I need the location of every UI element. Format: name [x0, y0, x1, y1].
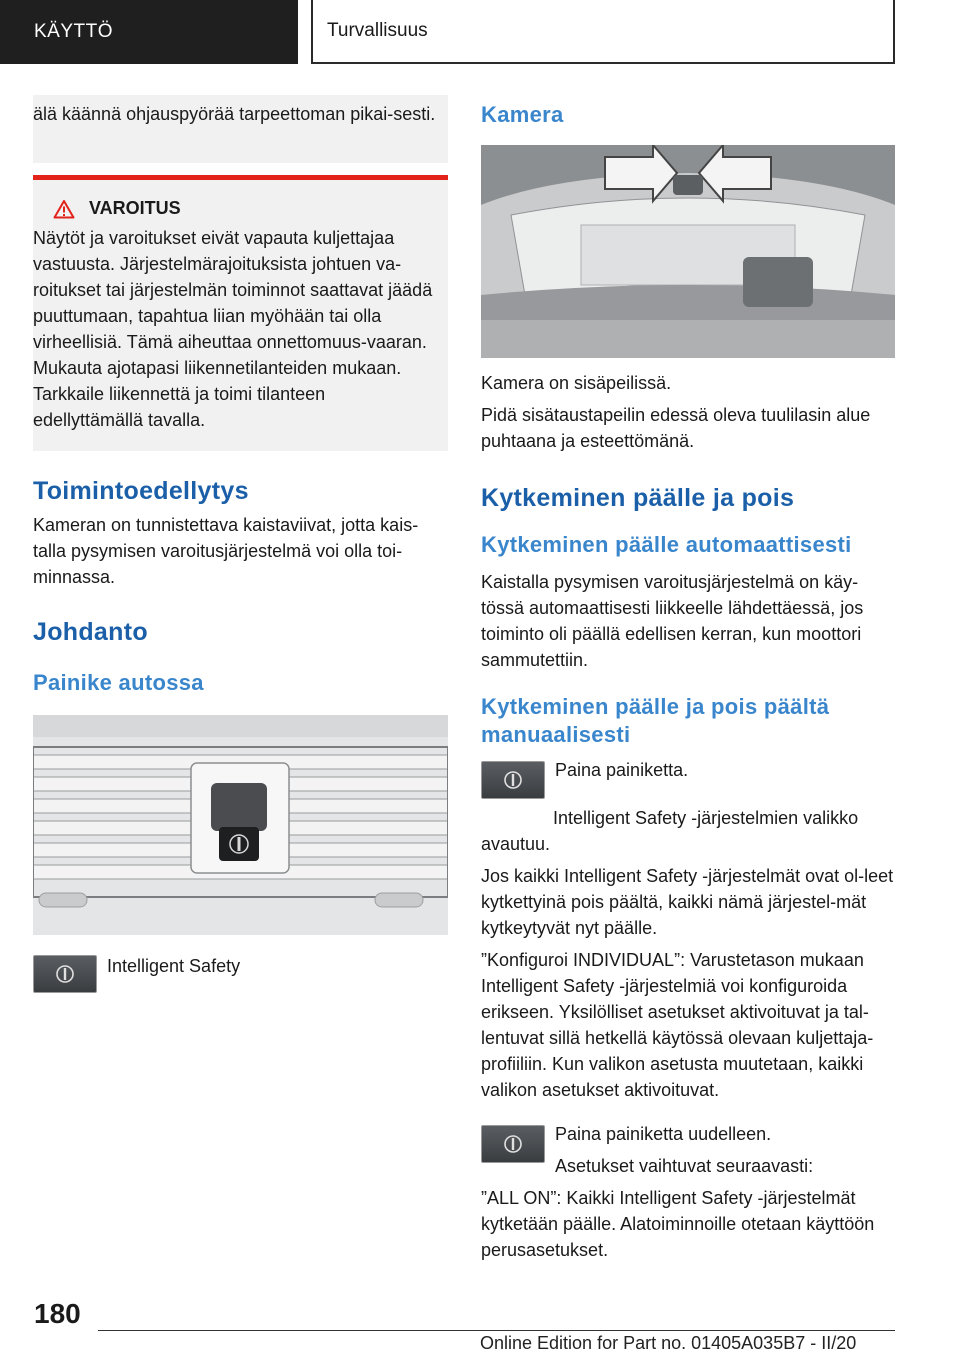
intelligent-safety-button-icon [481, 761, 545, 799]
right-column [481, 95, 895, 1263]
heading-toimintoedellytys: Toimintoedellytys [33, 477, 249, 505]
paragraph-automaattisesti: Kaistalla pysymisen varoitusjärjestelmä on käy-tössä automaattisesti liikkeelle lähdettäessä, jos toiminto oli päällä edellisen kerran, kun moottori sammutettiin. [481, 572, 864, 670]
step2-result: Asetukset vaihtuvat seuraavasti: [555, 1156, 814, 1176]
heading-manuaalisesti: Kytkeminen päälle ja pois päältä manuaalisesti [481, 694, 830, 747]
step1-text [555, 757, 688, 783]
button-photo [33, 715, 448, 935]
paragraph-toimintoedellytys: Kameran on tunnistettava kaistaviivat, jotta kais-talla pysymisen varoitusjärjestelmä voi olla toi-minnassa. [33, 515, 419, 587]
heading-kamera: Kamera [481, 102, 564, 127]
heading-kytkeminen: Kytkeminen päälle ja pois [481, 484, 795, 512]
step2-row [481, 1125, 895, 1179]
header-chapter-label: Turvallisuus [327, 20, 428, 41]
step2-text [555, 1121, 813, 1179]
warning-title-label: VAROITUS [89, 198, 181, 218]
note-continued-text: älä käännä ohjauspyörää tarpeettoman pikai-sesti. [33, 104, 436, 124]
heading-johdanto: Johdanto [33, 618, 148, 646]
footer-divider [98, 1330, 895, 1331]
camera-photo [481, 145, 895, 358]
warning-box [33, 175, 448, 451]
page-number: 180 [34, 1298, 81, 1329]
intelligent-safety-button-icon [33, 955, 97, 993]
step2-instruction: Paina painiketta uudelleen. [555, 1124, 772, 1144]
warning-text: Näytöt ja varoitukset eivät vapauta kuljettajaa vastuusta. Järjestelmärajoituksista johtuen va-roitukset tai järjestelmän toiminnot saattavat jäädä puuttumaan, tapahtua liian myöhään tai olla virheellisiä. Tämä aiheuttaa onnettomuus-vaaran. Mukauta ajotapasi liikennetilanteiden mukaan. Tarkkaile liikennettä ja toimi tilanteen edellyttämällä tavalla. [33, 228, 433, 430]
warning-triangle-icon [53, 199, 75, 219]
intelligent-safety-label: Intelligent Safety [107, 956, 241, 976]
warning-title [33, 198, 436, 219]
paragraph-manual-1: Jos kaikki Intelligent Safety -järjestelmät ovat ol-leet kytkettyinä pois päältä, kaikki nämä järjestel-mät kytkeytyvät nyt päälle. [481, 866, 894, 938]
left-column [33, 95, 448, 993]
paragraph-all-on: ”ALL ON”: Kaikki Intelligent Safety -järjestelmät kytketään päälle. Alatoiminnoille otetaan käyttöön perusasetukset. [481, 1188, 875, 1260]
paragraph-kamera-1: Kamera on sisäpeilissä. [481, 373, 672, 393]
header-chapter-tab [311, 0, 895, 64]
heading-automaattisesti: Kytkeminen päälle automaattisesti [481, 532, 852, 557]
step1-result: Intelligent Safety -järjestelmien valikko avautuu. [481, 808, 859, 854]
header-section-label: KÄYTTÖ [34, 21, 114, 42]
intelligent-safety-row [33, 955, 448, 993]
header-section-tab [0, 0, 298, 64]
step1-instruction: Paina painiketta. [555, 760, 689, 780]
heading-painike-autossa: Painike autossa [33, 670, 204, 695]
step1-row [481, 761, 895, 799]
paragraph-kamera-2: Pidä sisätaustapeilin edessä oleva tuulilasin alue puhtaana ja esteettömänä. [481, 405, 871, 451]
note-continued-box [33, 95, 448, 163]
paragraph-manual-2: ”Konfiguroi INDIVIDUAL”: Varustetason mukaan Intelligent Safety -järjestelmiä voi konfiguroida erikseen. Yksilölliset asetukset aktivoituvat ja tal-lentuvat sillä hetkellä käytössä olevaan kuljettaja-profiiliin. Kun valikon asetusta muutetaan, kaikki valikon asetukset aktivoituvat. [481, 950, 874, 1100]
intelligent-safety-button-icon [481, 1125, 545, 1163]
footer-edition: Online Edition for Part no. 01405A035B7 - II/20 [480, 1333, 857, 1353]
